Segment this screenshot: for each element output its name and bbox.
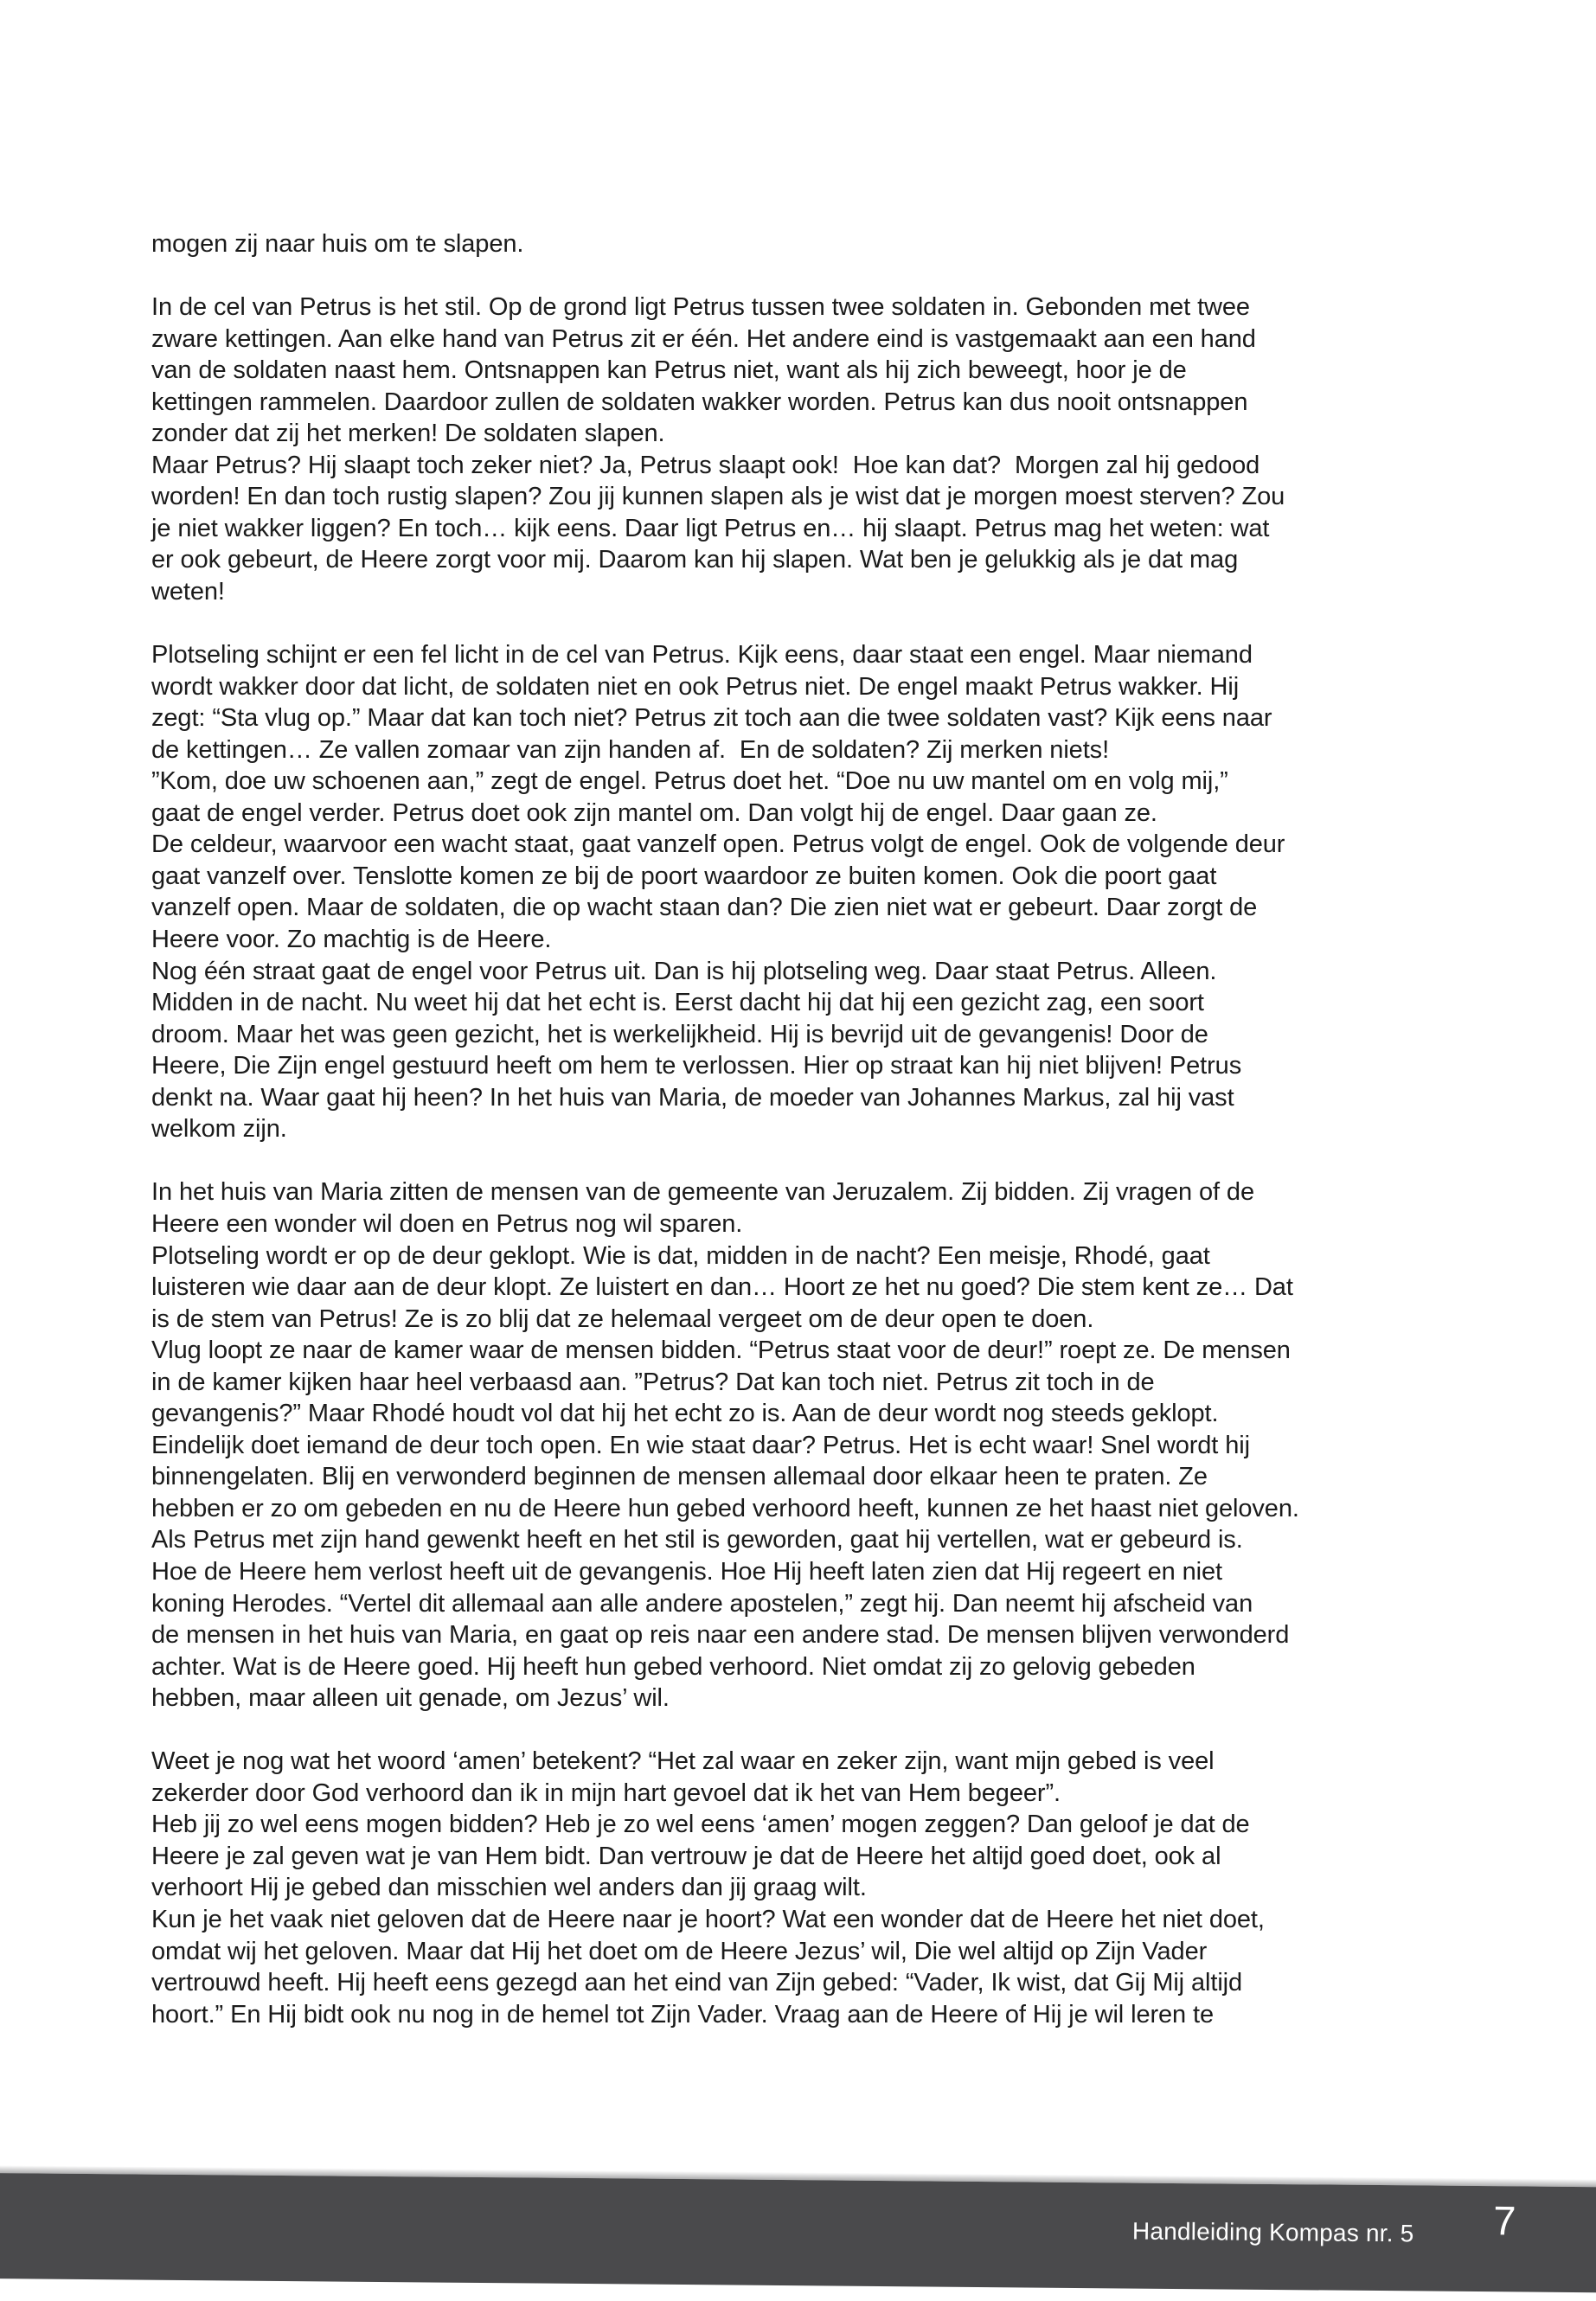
body-text <box>151 228 1449 2030</box>
footer-bar <box>0 2173 1596 2293</box>
footer-page-number: 7 <box>1493 2197 1516 2244</box>
text-line: In het huis van Maria zitten de mensen van de gemeente van Jeruzalem. Zij bidden. Zij vragen of de <box>151 1178 1254 1207</box>
paragraph <box>151 639 1449 1145</box>
text-line: hoort.” En Hij bidt ook nu nog in de hemel tot Zijn Vader. Vraag aan de Heere of Hij je wil leren te <box>151 2000 1215 2029</box>
footer-booklet-title: Handleiding Kompas nr. 5 <box>1131 2217 1414 2247</box>
text-line: Heere een wonder wil doen en Petrus nog wil sparen. <box>151 1209 743 1238</box>
text-line: Als Petrus met zijn hand gewenkt heeft en het stil is geworden, gaat hij vertellen, wat er gebeurd is. <box>151 1526 1243 1554</box>
text-line: verhoort Hij je gebed dan misschien wel anders dan jij graag wilt. <box>151 1874 867 1902</box>
text-line: Maar Petrus? Hij slaapt toch zeker niet? Ja, Petrus slaapt ook! Hoe kan dat? Morgen zal hij gedood <box>151 451 1260 479</box>
text-line: is de stem van Petrus! Ze is zo blij dat ze helemaal vergeet om de deur open te doen. <box>151 1304 1094 1333</box>
text-line: in de kamer kijken haar heel verbaasd aan. ”Petrus? Dat kan toch niet. Petrus zit toch in de <box>151 1368 1155 1396</box>
text-line: zonder dat zij het merken! De soldaten slapen. <box>151 420 665 448</box>
text-line: Nog één straat gaat de engel voor Petrus uit. Dan is hij plotseling weg. Daar staat Petrus. Alleen. <box>151 957 1217 985</box>
paragraph <box>151 228 1449 260</box>
text-line: Kun je het vaak niet geloven dat de Heere naar je hoort? Wat een wonder dat de Heere het niet doet, <box>151 1905 1265 1933</box>
text-line: binnengelaten. Blij en verwonderd beginnen de mensen allemaal door elkaar heen te praten. Ze <box>151 1463 1208 1491</box>
text-line: welkom zijn. <box>151 1115 287 1144</box>
paragraph <box>151 1176 1449 1714</box>
text-line: Heere je zal geven wat je van Hem bidt. Dan vertrouw je dat de Heere het altijd goed doet, ook al <box>151 1842 1221 1870</box>
text-line: vertrouwd heeft. Hij heeft eens gezegd aan het eind van Zijn gebed: “Vader, Ik wist, dat Gij Mij altijd <box>151 1969 1243 1997</box>
text-line: zegt: “Sta vlug op.” Maar dat kan toch niet? Petrus zit toch aan die twee soldaten vast? Kijk eens naar <box>151 704 1272 733</box>
text-line: je niet wakker liggen? En toch… kijk eens. Daar ligt Petrus en… hij slaapt. Petrus mag het weten: wat <box>151 514 1270 542</box>
text-line: worden! En dan toch rustig slapen? Zou jij kunnen slapen als je wist dat je morgen moest sterven? Zou <box>151 483 1285 511</box>
paragraph <box>151 292 1449 607</box>
text-line: gevangenis?” Maar Rhodé houdt vol dat hij het echt zo is. Aan de deur wordt nog steeds geklopt. <box>151 1400 1219 1428</box>
text-line: Plotseling schijnt er een fel licht in de cel van Petrus. Kijk eens, daar staat een engel. Maar niemand <box>151 641 1253 670</box>
text-line: er ook gebeurt, de Heere zorgt voor mij. Daarom kan hij slapen. Wat ben je gelukkig als je dat mag <box>151 546 1239 574</box>
text-line: luisteren wie daar aan de deur klopt. Ze luistert en dan… Hoort ze het nu goed? Die stem kent ze… Dat <box>151 1273 1293 1302</box>
text-line: Midden in de nacht. Nu weet hij dat het echt is. Eerst dacht hij dat hij een gezicht zag, een soort <box>151 989 1204 1017</box>
text-line: weten! <box>151 578 225 606</box>
text-line: hebben, maar alleen uit genade, om Jezus’ wil. <box>151 1684 670 1713</box>
text-line: hebben er zo om gebeden en nu de Heere hun gebed verhoord heeft, kunnen ze het haast niet geloven. <box>151 1494 1299 1522</box>
text-line: Heere, Die Zijn engel gestuurd heeft om hem te verlossen. Hier op straat kan hij niet blijven! Petrus <box>151 1052 1242 1080</box>
text-line: Plotseling wordt er op de deur geklopt. Wie is dat, midden in de nacht? Een meisje, Rhodé, gaat <box>151 1241 1210 1270</box>
text-line: mogen zij naar huis om te slapen. <box>151 230 524 258</box>
text-line: Hoe de Heere hem verlost heeft uit de gevangenis. Hoe Hij heeft laten zien dat Hij regeert en niet <box>151 1557 1222 1586</box>
text-line: De celdeur, waarvoor een wacht staat, gaat vanzelf open. Petrus volgt de engel. Ook de volgende deur <box>151 830 1285 859</box>
text-line: kettingen rammelen. Daardoor zullen de soldaten wakker worden. Petrus kan dus nooit ontsnappen <box>151 388 1248 416</box>
text-line: In de cel van Petrus is het stil. Op de grond ligt Petrus tussen twee soldaten in. Gebonden met twee <box>151 293 1250 322</box>
text-line: vanzelf open. Maar de soldaten, die op wacht staan dan? Die zien niet wat er gebeurt. Daar zorgt de <box>151 894 1258 922</box>
text-line: omdat wij het geloven. Maar dat Hij het doet om de Heere Jezus’ wil, Die wel altijd op Zijn Vader <box>151 1937 1208 1965</box>
text-line: gaat vanzelf over. Tenslotte komen ze bij de poort waardoor ze buiten komen. Ook die poort gaat <box>151 862 1217 890</box>
text-line: Eindelijk doet iemand de deur toch open. En wie staat daar? Petrus. Het is echt waar! Snel wordt hij <box>151 1431 1250 1459</box>
text-line: de kettingen… Ze vallen zomaar van zijn handen af. En de soldaten? Zij merken niets! <box>151 735 1110 764</box>
text-line: zekerder door God verhoord dan ik in mijn hart gevoel dat ik het van Hem begeer”. <box>151 1779 1061 1807</box>
text-line: zware kettingen. Aan elke hand van Petrus zit er één. Het andere eind is vastgemaakt aan een hand <box>151 324 1256 353</box>
text-line: wordt wakker door dat licht, de soldaten niet en ook Petrus niet. De engel maakt Petrus wakker. Hij <box>151 672 1240 701</box>
text-line: Heb jij zo wel eens mogen bidden? Heb je zo wel eens ‘amen’ mogen zeggen? Dan geloof je dat de <box>151 1811 1250 1839</box>
paragraph <box>151 1746 1449 2030</box>
text-line: Heere voor. Zo machtig is de Heere. <box>151 926 552 954</box>
text-line: van de soldaten naast hem. Ontsnappen kan Petrus niet, want als hij zich beweegt, hoor je de <box>151 356 1187 385</box>
text-line: denkt na. Waar gaat hij heen? In het huis van Maria, de moeder van Johannes Markus, zal hij vast <box>151 1083 1234 1112</box>
text-line: Vlug loopt ze naar de kamer waar de mensen bidden. “Petrus staat voor de deur!” roept ze. De mensen <box>151 1336 1291 1365</box>
text-line: gaat de engel verder. Petrus doet ook zijn mantel om. Dan volgt hij de engel. Daar gaan ze. <box>151 798 1157 827</box>
text-line: de mensen in het huis van Maria, en gaat op reis naar een andere stad. De mensen blijven verwonderd <box>151 1621 1290 1650</box>
text-line: droom. Maar het was geen gezicht, het is werkelijkheid. Hij is bevrijd uit de gevangenis! Door de <box>151 1020 1208 1048</box>
text-line: achter. Wat is de Heere goed. Hij heeft hun gebed verhoord. Niet omdat zij zo gelovig gebeden <box>151 1652 1195 1681</box>
text-line: Weet je nog wat het woord ‘amen’ betekent? “Het zal waar en zeker zijn, want mijn gebed is veel <box>151 1747 1215 1776</box>
text-line: ”Kom, doe uw schoenen aan,” zegt de engel. Petrus doet het. “Doe nu uw mantel om en volg mij,” <box>151 767 1228 796</box>
text-line: koning Herodes. “Vertel dit allemaal aan alle andere apostelen,” zegt hij. Dan neemt hij afscheid van <box>151 1589 1253 1618</box>
